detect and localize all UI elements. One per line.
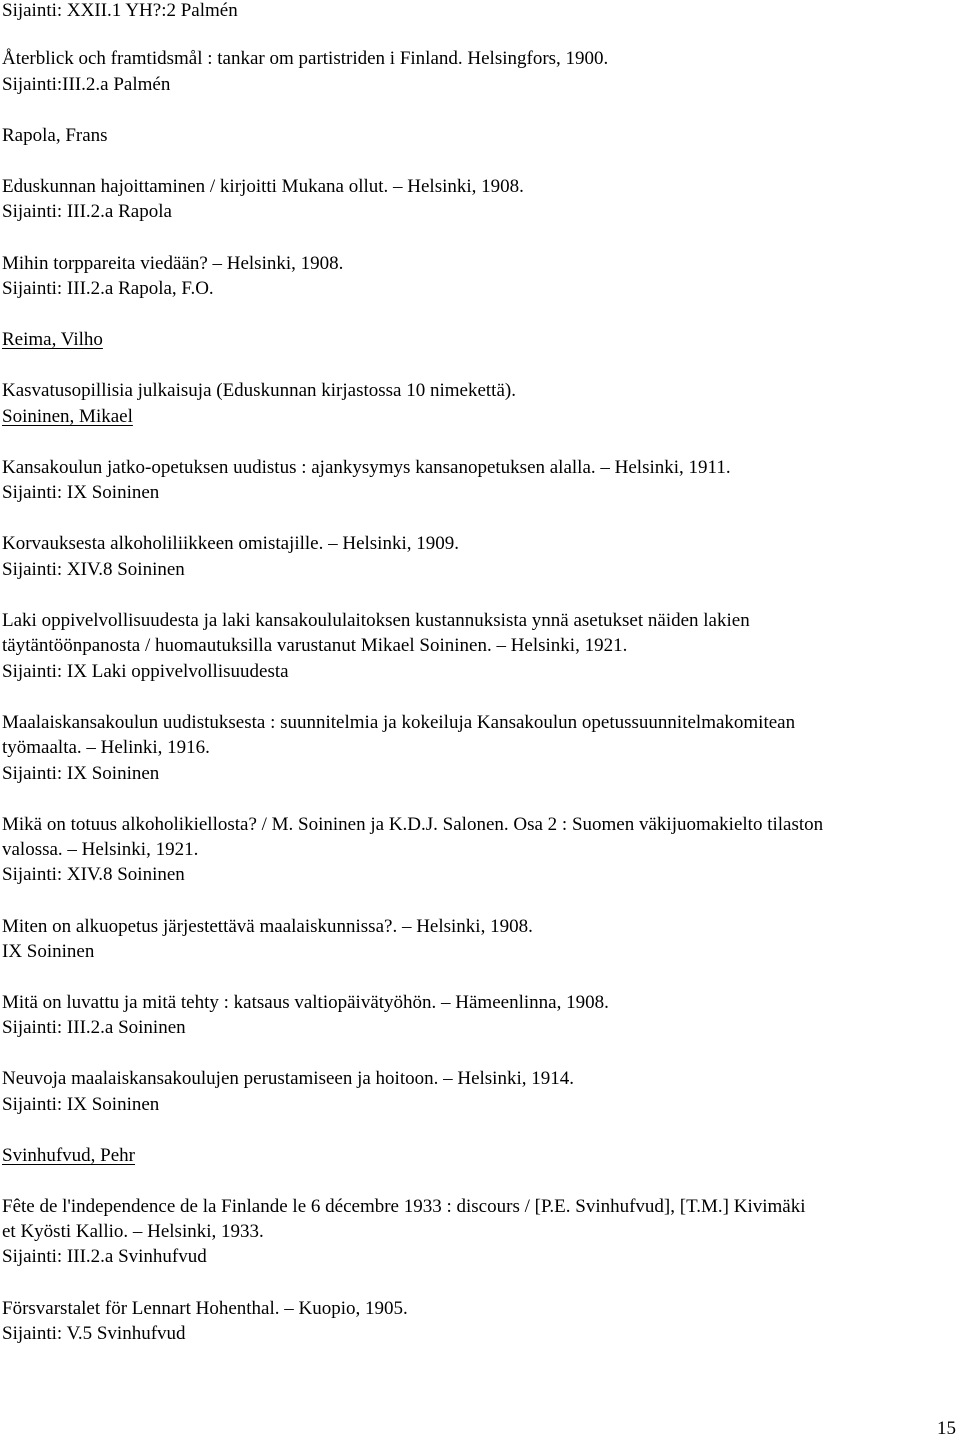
- title-line: Mitä on luvattu ja mitä tehty : katsaus valtiopäivätyöhön. – Hämeenlinna, 1908.: [2, 992, 609, 1013]
- title-line: Mihin torppareita viedään? – Helsinki, 1908.: [2, 253, 344, 274]
- location-line: Sijainti: IX Soininen: [2, 763, 160, 784]
- location-line: Sijainti: IX Soininen: [2, 1094, 160, 1115]
- title-line: täytäntöönpanosta / huomautuksilla varustanut Mikael Soininen. – Helsinki, 1921.: [2, 635, 628, 656]
- title-line: työmaalta. – Helinki, 1916.: [2, 737, 210, 758]
- author-heading: Rapola, Frans: [2, 125, 108, 146]
- title-line: valossa. – Helsinki, 1921.: [2, 839, 199, 860]
- title-line: Miten on alkuopetus järjestettävä maalaiskunnissa?. – Helsinki, 1908.: [2, 916, 533, 937]
- location-line: Sijainti: IX Soininen: [2, 482, 160, 503]
- location-line: Sijainti: XIV.8 Soininen: [2, 864, 185, 885]
- author-heading: Reima, Vilho: [2, 329, 103, 350]
- title-line: et Kyösti Kallio. – Helsinki, 1933.: [2, 1221, 264, 1242]
- title-line: Mikä on totuus alkoholikiellosta? / M. Soininen ja K.D.J. Salonen. Osa 2 : Suomen väkijuomakielto tilaston: [2, 814, 824, 835]
- title-line: Försvarstalet för Lennart Hohenthal. – Kuopio, 1905.: [2, 1298, 408, 1319]
- location-line: Sijainti: IX Laki oppivelvollisuudesta: [2, 661, 289, 682]
- title-line: Fête de l'independence de la Finlande le 6 décembre 1933 : discours / [P.E. Svinhufvud], [T.M.] Kivimäki: [2, 1196, 806, 1217]
- location-line: Sijainti: XIV.8 Soininen: [2, 559, 185, 580]
- title-line: Neuvoja maalaiskansakoulujen perustamiseen ja hoitoon. – Helsinki, 1914.: [2, 1068, 574, 1089]
- location-line: Sijainti: III.2.a Svinhufvud: [2, 1246, 207, 1267]
- title-line: Kansakoulun jatko-opetuksen uudistus : ajankysymys kansanopetuksen alalla. – Helsinki, 1911.: [2, 457, 731, 478]
- title-line: Laki oppivelvollisuudesta ja laki kansakoululaitoksen kustannuksista ynnä asetukset näiden lakien: [2, 610, 750, 631]
- title-line: Korvauksesta alkoholiliikkeen omistajille. – Helsinki, 1909.: [2, 533, 459, 554]
- title-line: Återblick och framtidsmål : tankar om partistriden i Finland. Helsingfors, 1900.: [2, 48, 609, 69]
- author-heading: Svinhufvud, Pehr: [2, 1145, 135, 1166]
- title-line: Eduskunnan hajoittaminen / kirjoitti Mukana ollut. – Helsinki, 1908.: [2, 176, 524, 197]
- location-line: IX Soininen: [2, 941, 95, 962]
- location-line: Sijainti: XXII.1 YH?:2 Palmén: [2, 0, 238, 21]
- title-line: Kasvatusopillisia julkaisuja (Eduskunnan kirjastossa 10 nimekettä).: [2, 380, 516, 401]
- location-line: Sijainti:III.2.a Palmén: [2, 74, 171, 95]
- location-line: Sijainti: III.2.a Rapola, F.O.: [2, 278, 214, 299]
- location-line: Sijainti: V.5 Svinhufvud: [2, 1323, 186, 1344]
- page-number: 15: [937, 1418, 956, 1439]
- title-line: Maalaiskansakoulun uudistuksesta : suunnitelmia ja kokeiluja Kansakoulun opetussuunnitelmakomitean: [2, 712, 796, 733]
- author-heading: Soininen, Mikael: [2, 406, 133, 427]
- location-line: Sijainti: III.2.a Rapola: [2, 201, 172, 222]
- location-line: Sijainti: III.2.a Soininen: [2, 1017, 186, 1038]
